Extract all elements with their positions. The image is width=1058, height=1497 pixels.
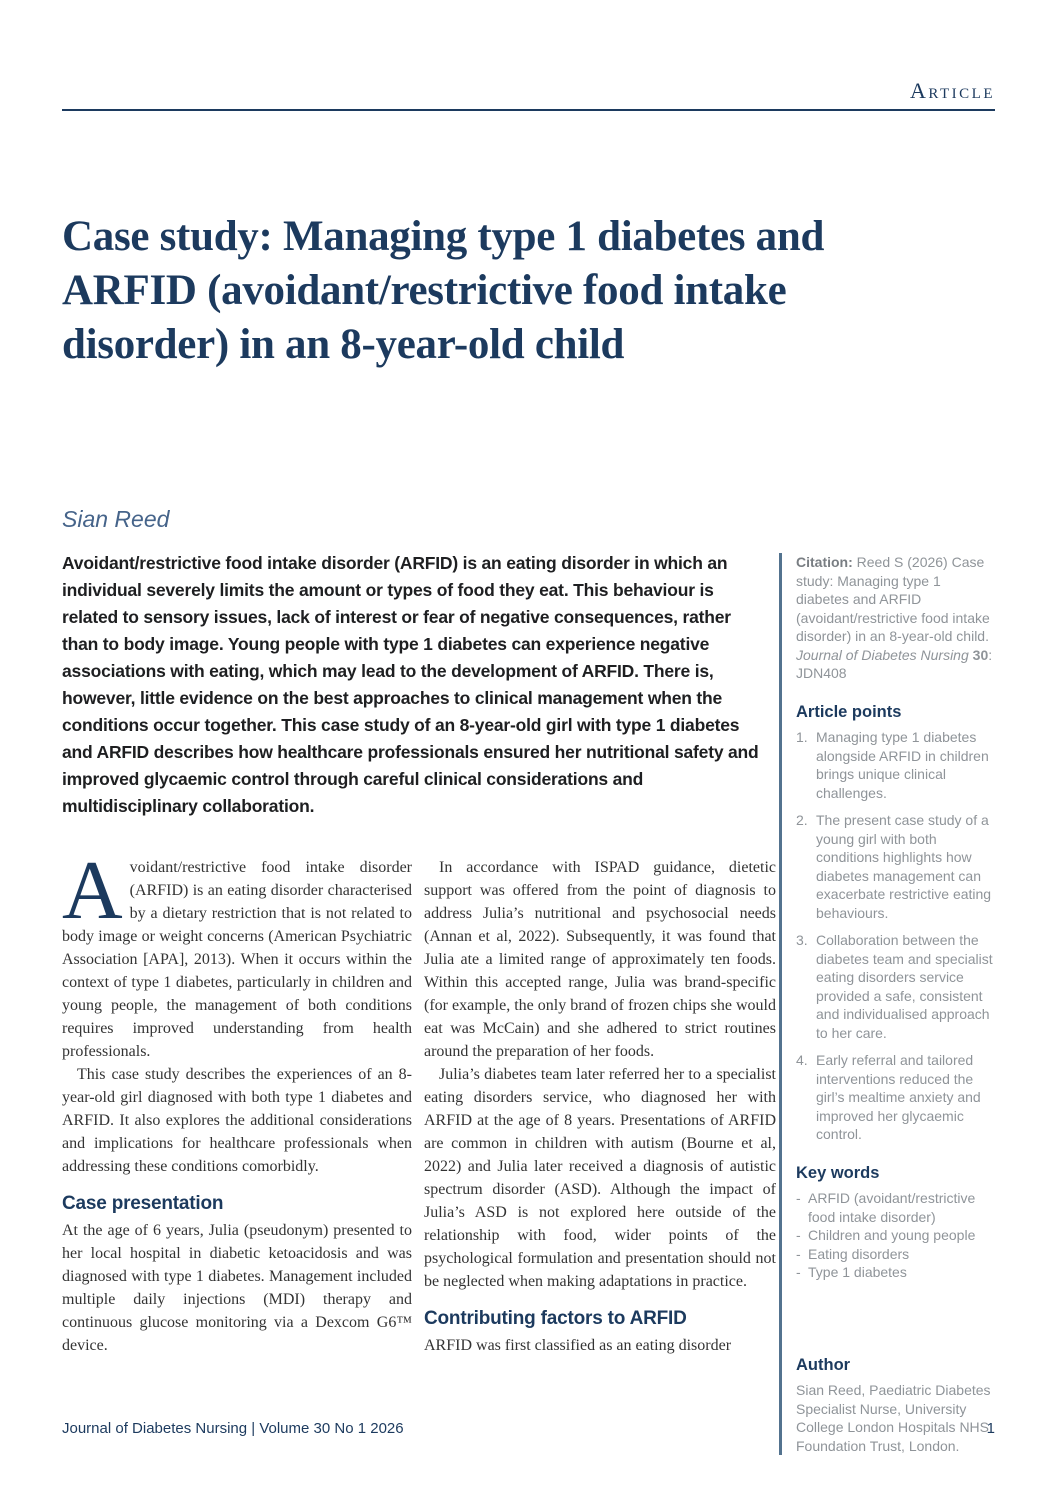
article-title <box>62 210 942 372</box>
citation-block <box>796 553 997 683</box>
header-rule <box>62 78 995 111</box>
author-block <box>796 1356 997 1456</box>
article-points-heading: Article points <box>796 702 902 721</box>
paragraph-intro <box>62 844 412 1063</box>
title-line-3: disorder) in an 8-year-old child <box>62 321 625 368</box>
body-column-1 <box>62 844 412 1357</box>
author-byline: Sian Reed <box>62 506 170 532</box>
section-heading-case-presentation: Case presentation <box>62 1193 224 1214</box>
paragraph-ispad: In accordance with ISPAD guidance, dietetic support was offered from the point of diagnosis to address Julia’s nutritional and psychosocial needs (Annan et al, 2022). Subsequently, it was found that Julia ate a limited range of approximately ten foods. Within this accepted range, Julia was brand-specific (for example, the only brand of frozen chips she would eat was McCain) and she adhered to strict routines around the preparation of her foods. <box>424 859 776 1060</box>
keywords-heading: Key words <box>796 1163 880 1182</box>
citation-label: Citation: <box>796 554 853 570</box>
citation-article-id: : JDN408 <box>796 646 993 681</box>
author-heading: Author <box>796 1355 851 1374</box>
keyword-item: - Type 1 diabetes <box>796 1263 997 1282</box>
page-footer <box>62 1420 995 1437</box>
section-heading-contributing-factors: Contributing factors to ARFID <box>424 1308 687 1329</box>
sidebar <box>779 553 997 1455</box>
article-point: Managing type 1 diabetes alongside ARFID in children brings unique clinical challenges. <box>816 729 989 801</box>
article-point: The present case study of a young girl with both conditions highlights how diabetes management can exacerbate restrictive eating behaviours. <box>816 812 992 921</box>
citation-text: Reed S (2026) Case study: Managing type 1 diabetes and ARFID (avoidant/restrictive food intake disorder) in an 8-year-old child. <box>796 554 990 644</box>
paragraph-referral: Julia’s diabetes team later referred her to a specialist eating disorders service, who diagnosed her with ARFID at the age of 8 years. Presentations of ARFID are common in children with autism (Bourne et al, 2022) and Julia later received a diagnosis of autistic spectrum disorder (ASD). Although the impact of Julia’s ASD is not explored here outside of the relationship with food, wider points of the psychological formulation and presentation should not be neglected when making adaptations in practice. <box>424 1066 776 1290</box>
article-point: Early referral and tailored interventions reduced the girl’s mealtime anxiety and improved her glycaemic control. <box>816 1052 981 1142</box>
title-line-2: ARFID (avoidant/restrictive food intake <box>62 267 787 314</box>
paragraph-arfid-classification: ARFID was first classified as an eating disorder <box>424 1337 732 1354</box>
title-line-1: Case study: Managing type 1 diabetes and <box>62 213 825 260</box>
standfirst-abstract: Avoidant/restrictive food intake disorder (ARFID) is an eating disorder in which an individual severely limits the amount or types of food they eat. This behaviour is related to sensory issues, lack of interest or fear of negative consequences, rather than to body image. Young people with type 1 diabetes can experience negative associations with eating, which may lead to the development of ARFID. There is, however, little evidence on the best approaches to clinical management when the conditions occur together. This case study of an 8-year-old girl with type 1 diabetes and ARFID describes how healthcare professionals ensured her nutritional safety and improved glycaemic control through careful clinical considerations and multidisciplinary collaboration. <box>62 553 759 816</box>
paragraph-presentation: At the age of 6 years, Julia (pseudonym) presented to her local hospital in diabetic ketoacidosis and was diagnosed with type 1 diabetes. Management included multiple daily injections (MDI) therapy and continuous glucose monitoring via a Dexcom G6™ device. <box>62 1222 412 1354</box>
article-points-list <box>796 728 997 1144</box>
article-point: Collaboration between the diabetes team and specialist eating disorders service provided a safe, consistent and individualised approach to her care. <box>816 932 993 1041</box>
paragraph-intro-text: voidant/restrictive food intake disorder (ARFID) is an eating disorder characterised by a dietary restriction that is not related to body image or weight concerns (American Psychiatric Association [APA], 2013). When it occurs within the context of type 1 diabetes, particularly in children and young people, the management of both conditions requires improved understanding from health professionals. <box>62 859 412 1060</box>
keywords-list <box>796 1189 997 1282</box>
footer-page-number: 1 <box>986 1420 995 1437</box>
drop-cap: A <box>62 844 123 937</box>
body-column-2 <box>424 856 776 1357</box>
citation-journal-name: Journal of Diabetes Nursing <box>796 646 973 663</box>
author-affiliation: Sian Reed, Paediatric Diabetes Specialist Nurse, University College London Hospitals NHS Foundation Trust, London. <box>796 1382 991 1454</box>
keyword-item: - ARFID (avoidant/restrictive food intake disorder) <box>796 1189 997 1226</box>
article-kicker: Article <box>910 78 995 103</box>
keyword-item: - Children and young people <box>796 1226 997 1245</box>
citation-volume: 30 <box>972 646 989 663</box>
footer-journal-line: Journal of Diabetes Nursing | Volume 30 No 1 2026 <box>62 1420 404 1437</box>
paragraph-case-overview: This case study describes the experiences of an 8-year-old girl diagnosed with both type 1 diabetes and ARFID. It also explores the additional considerations and implications for healthcare professionals when addressing these conditions comorbidly. <box>62 1066 412 1175</box>
keyword-item: - Eating disorders <box>796 1245 997 1264</box>
